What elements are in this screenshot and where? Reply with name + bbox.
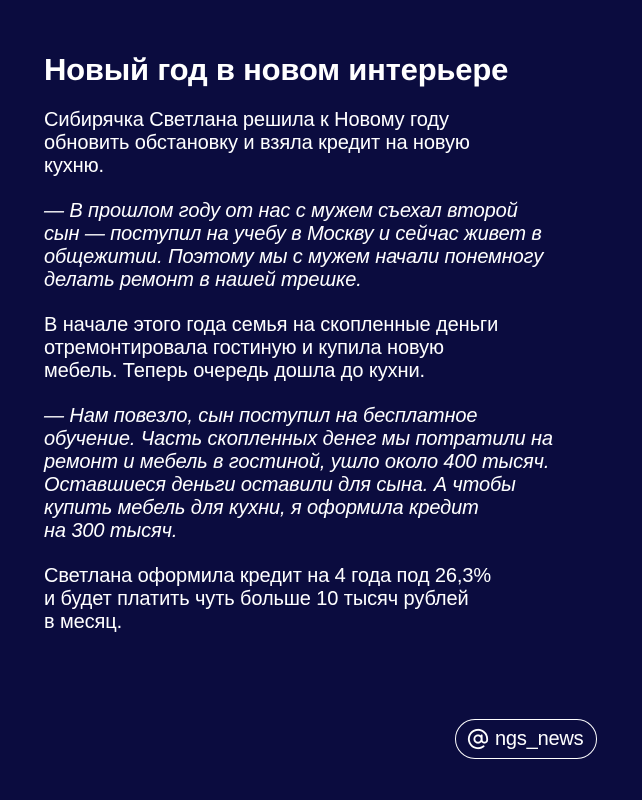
quote-paragraph-second: — Нам повезло, сын поступил на бесплатное обучение. Часть скопленных денег мы потратили на ремонт и мебель в гостиной, ушло около 400 тысяч. Оставшиеся деньги оставили для сына. А чтобы купить мебель для кухни, я оформила кредит на 300 тысяч. — [44, 405, 553, 542]
paragraph-renovation: В начале этого года семья на скопленные деньги отремонтировала гостиную и купила новую мебель. Теперь очередь дошла до кухни. — [44, 314, 499, 382]
social-handle-badge[interactable] — [455, 719, 597, 759]
article-body — [44, 109, 604, 656]
paragraph-loan-terms: Светлана оформила кредит на 4 года под 26,3% и будет платить чуть больше 10 тысяч рублей в месяц. — [44, 565, 492, 633]
at-sign-icon — [467, 728, 489, 750]
article-title: Новый год в новом интерьере — [44, 52, 509, 87]
quote-paragraph-first: — В прошлом году от нас с мужем съехал второй сын — поступил на учебу в Москву и сейчас живет в общежитии. Поэтому мы с мужем начали понемногу делать ремонт в нашей трешке. — [44, 200, 544, 291]
paragraph-intro: Сибирячка Светлана решила к Новому году обновить обстановку и взяла кредит на новую кухню. — [44, 109, 470, 177]
social-handle-text: ngs_news — [495, 728, 584, 750]
